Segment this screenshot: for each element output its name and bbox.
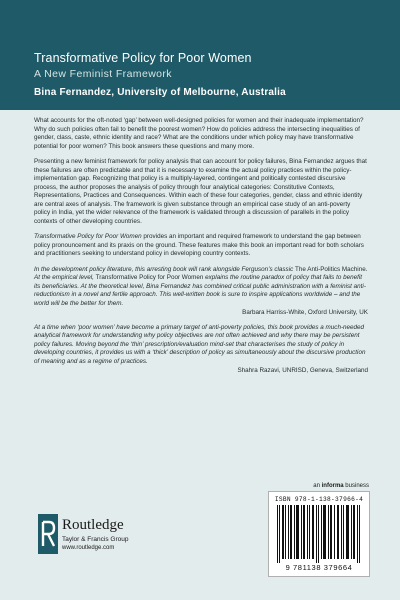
informa-name: informa bbox=[321, 483, 344, 489]
review-1-part-d: Transformative Policy for Poor Women bbox=[95, 274, 204, 281]
publisher-url[interactable]: www.routledge.com bbox=[62, 545, 115, 551]
barcode bbox=[268, 491, 370, 577]
publisher-group: Taylor & Francis Group bbox=[62, 536, 129, 543]
blurb-paragraph-1: What accounts for the oft-noted ‘gap’ between well-designed policies for women and their inadequate implementation? Why do such policies often fail to benefit the poorest women? How do policies address the intersecting inequalities of gender, class, caste, ethnic identity and race? What are the conditions under which policy may have transformative potential for poor women? This book answers these questions and many more. bbox=[34, 117, 364, 150]
publisher-name: Routledge bbox=[62, 517, 124, 533]
review-1-part-c: At the empirical level, bbox=[34, 274, 96, 281]
review-1-part-a: In the development policy literature, this arresting book will rank alongside Ferguson’s classic bbox=[34, 265, 295, 273]
cover-header-band bbox=[0, 0, 400, 110]
informa-business-label: an informa business bbox=[313, 483, 369, 489]
publisher-logo bbox=[38, 514, 168, 564]
review-2-attribution: Shahra Razavi, UNRISD, Geneva, Switzerland bbox=[237, 367, 368, 374]
book-author: Bina Fernandez, University of Melbourne, Australia bbox=[34, 87, 286, 98]
back-cover-text bbox=[34, 117, 368, 382]
review-1-part-b: The Anti-Politics Machine. bbox=[295, 265, 368, 273]
barcode-bars bbox=[275, 505, 363, 563]
barcode-number: 9 781138 379664 bbox=[285, 563, 353, 572]
review-quote-1 bbox=[34, 266, 368, 309]
blurb-paragraph-2: Presenting a new feminist framework for policy analysis that can account for policy failures, Bina Fernandez argues that these failures are often predictable and that it is necessary to examine the actual policy practices within the policy-implementation gap. Recognizing that policy is a multiply-layered, contingent and politically contested discursive process, the author proposes the analysis of policy through four analytical categories: Constitutive Contexts, Representations, Practices and Consequences. Within each of these four categories, gender, class and ethnic identity are central axes of analysis. The framework is given substance through an empirical case study of an anti-poverty policy in India, yet the wider relevance of the framework is validated through a discussion of parallels in the policy contexts of other developing countries. bbox=[34, 158, 367, 225]
review-quote-2: At a time when ‘poor women’ have become a primary target of anti-poverty policies, this book provides a much-needed analytical framework for understanding why policy objectives are not often achieved and why there may be persistent policy failures. Moving beyond the ‘thin’ prescription/evaluation mind-set that characterises the study of policy in developing countries, it provides us with a ‘thick’ description of policy as simultaneously about the discursive production of meaning and as a regime of practices. bbox=[34, 323, 366, 365]
blurb-paragraph-3 bbox=[34, 233, 368, 259]
routledge-r-icon bbox=[38, 514, 58, 554]
book-title: Transformative Policy for Poor Women bbox=[34, 51, 252, 65]
isbn-label: ISBN 978-1-138-37966-4 bbox=[274, 496, 364, 503]
review-1-attribution: Barbara Harriss-White, Oxford University, UK bbox=[242, 309, 368, 316]
blurb-paragraph-3-text: provides an important and required framework to understand the gap between policy pronouncement and its praxis on the ground. These features make this book an important read for both scholars and practitioners seeking to understand policy in developing country contexts. bbox=[34, 233, 364, 257]
book-title-italic: Transformative Policy for Poor Women bbox=[34, 233, 142, 240]
book-subtitle: A New Feminist Framework bbox=[34, 68, 172, 80]
review-1-part-e: explains the routine paradox of policy that fails to benefit its beneficiaries. At the theoretical level, Bina Fernandez has combined critical public administration with a feminist anti-reductionism in a novel and fertile approach. This well-written book is sure to inspire applications worldwide – and the world will be the better for them. bbox=[34, 274, 366, 307]
